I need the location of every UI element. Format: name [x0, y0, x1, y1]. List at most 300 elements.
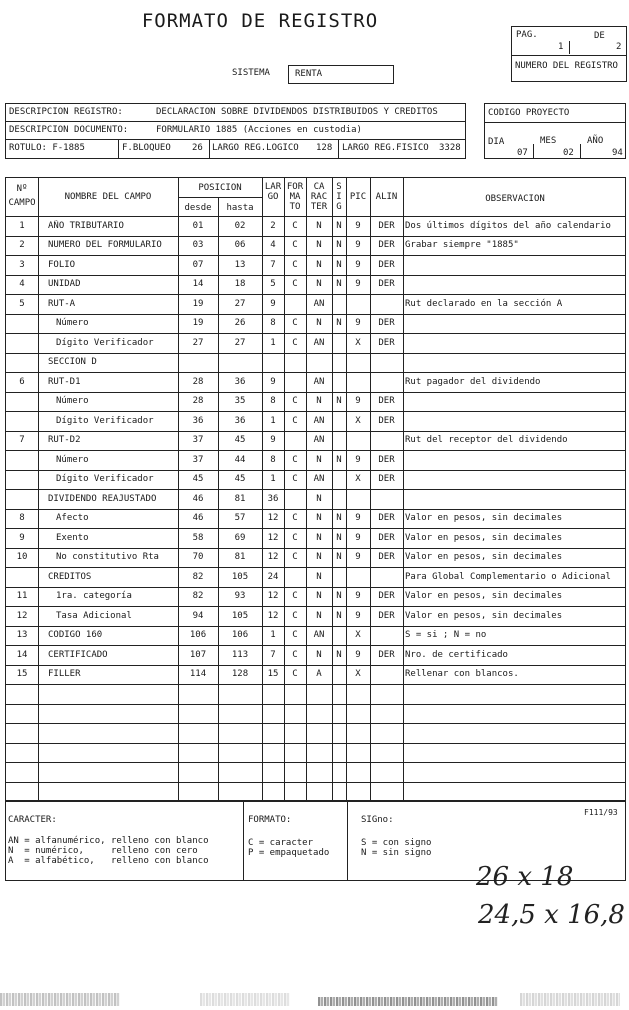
grid-row-line — [6, 294, 625, 295]
cell-pic: 9 — [355, 532, 361, 543]
cell-nombre: Número — [56, 318, 89, 328]
grid-row-line — [6, 723, 625, 724]
cell-nombre: FILLER — [48, 669, 81, 679]
cell-signo: N — [336, 513, 342, 523]
cell-pic: 9 — [355, 220, 361, 231]
header-posicion: POSICION — [198, 183, 242, 193]
de-value: 2 — [616, 42, 622, 52]
cell-largo: 8 — [270, 454, 276, 465]
cell-pic: 9 — [355, 454, 361, 465]
cell-desde: 107 — [189, 649, 207, 660]
cell-nombre: AÑO TRIBUTARIO — [48, 220, 124, 231]
cell-pic: 9 — [355, 552, 361, 562]
cell-nombre: CERTIFICADO — [48, 649, 108, 660]
cell-largo: 1 — [270, 415, 276, 426]
header-hasta: hasta — [226, 203, 254, 213]
cell-signo: N — [336, 454, 342, 465]
cell-hasta: 113 — [231, 649, 249, 660]
documento-value: FORMULARIO 1885 (Acciones en custodia) — [156, 125, 362, 135]
formato-title: FORMATO: — [248, 815, 292, 825]
handwritten-note-2: 24,5 x 16,8 — [478, 900, 625, 930]
grid-row-line — [6, 236, 625, 237]
cell-no: 5 — [19, 298, 25, 309]
signo-line-1: S = con signo — [361, 838, 432, 848]
cell-largo: 36 — [267, 493, 279, 504]
cell-caracter: AN — [313, 376, 325, 387]
cell-formato: C — [292, 318, 298, 328]
cell-no: 15 — [16, 669, 28, 679]
cell-caracter: N — [316, 552, 322, 562]
grid-row-line — [6, 704, 625, 705]
cell-signo: N — [336, 591, 342, 601]
sistema-label: SISTEMA — [232, 68, 270, 78]
cell-obs: Para Global Complementario o Adicional — [405, 571, 611, 582]
fisico-label: LARGO REG.FISICO — [342, 143, 429, 153]
cell-hasta: 57 — [234, 513, 246, 523]
numero-registro-label: NUMERO DEL REGISTRO — [515, 61, 618, 71]
cell-hasta: 36 — [234, 376, 246, 387]
rotulo-row — [6, 140, 465, 158]
cell-caracter: N — [316, 513, 322, 523]
cell-nombre: RUT-D1 — [48, 376, 81, 387]
cell-nombre: Exento — [56, 532, 89, 543]
cell-caracter: AN — [313, 474, 325, 484]
documento-label: DESCRIPCION DOCUMENTO: — [9, 125, 129, 135]
cell-pic: X — [355, 630, 361, 640]
cell-no: 4 — [19, 279, 25, 289]
cell-alin: DER — [378, 220, 395, 231]
cell-alin: DER — [378, 415, 395, 426]
cell-caracter: N — [316, 493, 322, 504]
cell-pic: X — [355, 669, 361, 679]
grid-row-line — [6, 392, 625, 393]
cell-no: 10 — [16, 552, 28, 562]
cell-pic: X — [355, 474, 361, 484]
cell-desde: 106 — [189, 630, 207, 640]
grid-row-line — [6, 450, 625, 451]
cell-obs: Rut del receptor del dividendo — [405, 435, 568, 445]
cell-signo: N — [336, 610, 342, 621]
cell-desde: 70 — [192, 552, 204, 562]
header-observacion: OBSERVACION — [485, 194, 545, 204]
form-code: F111/93 — [584, 808, 618, 817]
caracter-title: CARACTER: — [8, 815, 57, 825]
cell-pic: 9 — [355, 610, 361, 621]
grid-row-line — [6, 255, 625, 256]
cell-formato: C — [292, 591, 298, 601]
cell-caracter: N — [316, 279, 322, 289]
cell-caracter: N — [316, 610, 322, 621]
cell-nombre: Dígito Verificador — [56, 337, 154, 348]
cell-nombre: RUT-D2 — [48, 435, 81, 445]
logico-value: 128 — [316, 143, 333, 153]
cell-hasta: 128 — [231, 669, 249, 679]
grid-row-line — [6, 314, 625, 315]
formato-line-1: C = caracter — [248, 838, 314, 848]
cell-formato: C — [292, 669, 298, 679]
logico-label: LARGO REG.LOGICO — [212, 143, 299, 153]
cell-obs: Valor en pesos, sin decimales — [405, 591, 563, 601]
header-formato: FOR MA TO — [286, 182, 304, 212]
cell-no: 12 — [16, 610, 28, 621]
cell-hasta: 13 — [234, 259, 246, 270]
cell-nombre: Afecto — [56, 513, 89, 523]
cell-pic: X — [355, 415, 361, 426]
cell-nombre: SECCION D — [48, 357, 97, 367]
grid-row-line — [6, 684, 625, 685]
cell-alin: DER — [378, 240, 395, 250]
cell-signo: N — [336, 552, 342, 562]
cell-no: 11 — [16, 591, 28, 601]
cell-desde: 36 — [192, 415, 204, 426]
cell-signo: N — [336, 220, 342, 231]
cell-alin: DER — [378, 259, 395, 270]
cell-no: 13 — [16, 630, 28, 640]
cell-no: 1 — [19, 220, 25, 231]
cell-nombre: Dígito Verificador — [56, 415, 154, 426]
dia-label: DIA — [488, 137, 505, 147]
grid-row-line — [6, 489, 625, 490]
cell-formato: C — [292, 259, 298, 270]
cell-obs: S = si ; N = no — [405, 630, 487, 640]
grid-row-line — [6, 626, 625, 627]
cell-nombre: Número — [56, 454, 89, 465]
cell-nombre: CODIGO 160 — [48, 630, 103, 640]
registro-label: DESCRIPCION REGISTRO: — [9, 107, 123, 117]
cell-hasta: 06 — [234, 240, 246, 250]
grid-row-line — [6, 782, 625, 783]
bloqueo-value: 26 — [192, 143, 203, 153]
cell-formato: C — [292, 454, 298, 465]
cell-nombre: UNIDAD — [48, 279, 81, 289]
cell-alin: DER — [378, 318, 395, 328]
cell-hasta: 35 — [234, 396, 246, 406]
cell-formato: C — [292, 220, 298, 231]
cell-pic: 9 — [355, 396, 361, 406]
de-label: DE — [594, 31, 605, 41]
cell-pic: 9 — [355, 240, 361, 250]
cell-largo: 12 — [267, 591, 279, 601]
header-alin: ALIN — [375, 192, 398, 202]
ano-value: 94 — [612, 148, 623, 158]
cell-desde: 27 — [192, 337, 204, 348]
cell-no: 9 — [19, 532, 25, 543]
cell-obs: Nro. de certificado — [405, 649, 508, 660]
cell-obs: Valor en pesos, sin decimales — [405, 552, 563, 562]
scan-noise — [200, 993, 290, 1006]
cell-caracter: N — [316, 649, 322, 660]
sistema-value: RENTA — [295, 69, 323, 79]
cell-hasta: 69 — [234, 532, 246, 543]
cell-signo: N — [336, 240, 342, 250]
mes-label: MES — [540, 136, 557, 146]
cell-largo: 1 — [270, 337, 276, 348]
cell-desde: 19 — [192, 318, 204, 328]
sistema-field — [288, 65, 394, 84]
cell-nombre: FOLIO — [48, 259, 76, 270]
cell-no: 6 — [19, 376, 25, 387]
cell-signo: N — [336, 532, 342, 543]
caracter-line-2: N = numérico, relleno con cero — [8, 846, 198, 856]
cell-desde: 58 — [192, 532, 204, 543]
cell-formato: C — [292, 396, 298, 406]
grid-row-line — [6, 216, 625, 217]
cell-alin: DER — [378, 474, 395, 484]
cell-formato: C — [292, 513, 298, 523]
cell-desde: 28 — [192, 376, 204, 387]
description-block — [5, 103, 466, 159]
cell-no: 2 — [19, 240, 25, 250]
grid-row-line — [6, 548, 625, 549]
cell-largo: 12 — [267, 552, 279, 562]
cell-alin: DER — [378, 649, 395, 660]
cell-obs: Valor en pesos, sin decimales — [405, 610, 563, 621]
grid-row-line — [6, 645, 625, 646]
registro-value: DECLARACION SOBRE DIVIDENDOS DISTRIBUIDOS Y CREDITOS — [156, 107, 438, 117]
cell-largo: 2 — [270, 220, 276, 231]
cell-caracter: N — [316, 240, 322, 250]
cell-alin: DER — [378, 279, 395, 289]
cell-pic: 9 — [355, 591, 361, 601]
cell-nombre: Número — [56, 396, 89, 406]
signo-title: SIGno: — [361, 815, 394, 825]
cell-desde: 28 — [192, 396, 204, 406]
cell-desde: 37 — [192, 454, 204, 465]
rotulo: ROTULO: F-1885 — [9, 143, 85, 153]
cell-hasta: 36 — [234, 415, 246, 426]
cell-formato: C — [292, 610, 298, 621]
cell-largo: 12 — [267, 610, 279, 621]
cell-nombre: 1ra. categoría — [56, 591, 132, 601]
caracter-line-1: AN = alfanumérico, relleno con blanco — [8, 836, 209, 846]
cell-formato: C — [292, 474, 298, 484]
cell-signo: N — [336, 318, 342, 328]
cell-desde: 46 — [192, 513, 204, 523]
header-desde: desde — [184, 203, 212, 213]
descripcion-documento-row — [6, 122, 465, 140]
grid-row-line — [6, 665, 625, 666]
cell-largo: 9 — [270, 298, 276, 309]
cell-caracter: N — [316, 259, 322, 270]
cell-nombre: Tasa Adicional — [56, 610, 132, 621]
cell-no: 3 — [19, 259, 25, 270]
cell-caracter: A — [316, 669, 322, 679]
cell-alin: DER — [378, 532, 395, 543]
cell-nombre: DIVIDENDO REAJUSTADO — [48, 493, 157, 504]
cell-largo: 1 — [270, 630, 276, 640]
cell-signo: N — [336, 279, 342, 289]
cell-signo: N — [336, 396, 342, 406]
cell-nombre: RUT-A — [48, 298, 76, 309]
cell-largo: 24 — [267, 571, 279, 582]
cell-obs: Rut declarado en la sección A — [405, 298, 563, 309]
cell-pic: 9 — [355, 279, 361, 289]
cell-desde: 37 — [192, 435, 204, 445]
cell-caracter: N — [316, 571, 322, 582]
cell-desde: 01 — [192, 220, 204, 231]
grid-row-line — [6, 411, 625, 412]
grid-row-line — [6, 353, 625, 354]
cell-alin: DER — [378, 552, 395, 562]
cell-caracter: N — [316, 454, 322, 465]
handwritten-note-1: 26 x 18 — [476, 862, 574, 892]
scan-noise — [520, 993, 620, 1006]
grid-row-line — [6, 372, 625, 373]
cell-largo: 8 — [270, 396, 276, 406]
cell-hasta: 105 — [231, 571, 249, 582]
grid-row-line — [6, 762, 625, 763]
mes-value: 02 — [563, 148, 574, 158]
cell-largo: 7 — [270, 259, 276, 270]
cell-nombre: No constitutivo Rta — [56, 552, 159, 562]
cell-largo: 5 — [270, 279, 276, 289]
signo-line-2: N = sin signo — [361, 848, 432, 858]
cell-alin: DER — [378, 610, 395, 621]
grid-row-line — [6, 606, 625, 607]
cell-hasta: 45 — [234, 435, 246, 445]
codigo-proyecto-label: CODIGO PROYECTO — [488, 108, 570, 118]
cell-hasta: 18 — [234, 279, 246, 289]
cell-hasta: 26 — [234, 318, 246, 328]
cell-desde: 82 — [192, 571, 204, 582]
cell-largo: 12 — [267, 513, 279, 523]
header-largo: LAR GO — [264, 182, 282, 202]
cell-hasta: 27 — [234, 298, 246, 309]
cell-largo: 8 — [270, 318, 276, 328]
cell-largo: 9 — [270, 376, 276, 387]
cell-desde: 45 — [192, 474, 204, 484]
cell-formato: C — [292, 240, 298, 250]
cell-hasta: 27 — [234, 337, 246, 348]
cell-no: 7 — [19, 435, 25, 445]
cell-pic: 9 — [355, 318, 361, 328]
cell-largo: 12 — [267, 532, 279, 543]
cell-no: 8 — [19, 513, 25, 523]
grid-row-line — [6, 567, 625, 568]
cell-nombre: Dígito Verificador — [56, 474, 154, 484]
cell-largo: 4 — [270, 240, 276, 250]
scan-noise — [0, 993, 120, 1006]
cell-obs: Dos últimos dígitos del año calendario — [405, 220, 611, 231]
pag-value: 1 — [558, 42, 564, 52]
cell-formato: C — [292, 649, 298, 660]
cell-pic: 9 — [355, 649, 361, 660]
cell-alin: DER — [378, 454, 395, 465]
cell-desde: 03 — [192, 240, 204, 250]
cell-signo: N — [336, 259, 342, 270]
cell-nombre: CREDITOS — [48, 571, 92, 582]
codigo-proyecto-box — [484, 103, 626, 159]
cell-desde: 19 — [192, 298, 204, 309]
grid-row-line — [6, 587, 625, 588]
cell-largo: 7 — [270, 649, 276, 660]
fisico-value: 3328 — [439, 143, 461, 153]
cell-caracter: AN — [313, 630, 325, 640]
grid-row-line — [6, 528, 625, 529]
bloqueo-label: F.BLOQUEO — [122, 143, 171, 153]
header-campo-no: Nº CAMPO — [8, 184, 36, 208]
cell-signo: N — [336, 649, 342, 660]
grid-row-line — [6, 509, 625, 510]
cell-desde: 14 — [192, 279, 204, 289]
cell-caracter: AN — [313, 415, 325, 426]
cell-obs: Rut pagador del dividendo — [405, 376, 541, 387]
header-nombre: NOMBRE DEL CAMPO — [64, 192, 152, 202]
cell-hasta: 105 — [231, 610, 249, 621]
cell-caracter: N — [316, 396, 322, 406]
cell-caracter: AN — [313, 435, 325, 445]
cell-pic: 9 — [355, 513, 361, 523]
cell-desde: 94 — [192, 610, 204, 621]
pag-divider — [569, 41, 570, 54]
cell-formato: C — [292, 337, 298, 348]
cell-formato: C — [292, 532, 298, 543]
cell-largo: 1 — [270, 474, 276, 484]
descripcion-registro-row — [6, 104, 465, 122]
cell-caracter: N — [316, 220, 322, 231]
dia-value: 07 — [517, 148, 528, 158]
cell-formato: C — [292, 552, 298, 562]
grid-row-line — [6, 743, 625, 744]
grid-row-line — [6, 470, 625, 471]
cell-obs: Valor en pesos, sin decimales — [405, 513, 563, 523]
page-title: FORMATO DE REGISTRO — [141, 10, 379, 32]
grid-row-line — [6, 275, 625, 276]
cell-formato: C — [292, 630, 298, 640]
cell-obs: Rellenar con blancos. — [405, 669, 519, 679]
header-caracter: CA RAC TER — [310, 182, 328, 212]
grid-row-line — [6, 333, 625, 334]
page-number-box — [511, 26, 627, 82]
ano-label: AÑO — [587, 136, 604, 146]
cell-hasta: 81 — [234, 493, 246, 504]
cell-desde: 46 — [192, 493, 204, 504]
cell-alin: DER — [378, 396, 395, 406]
cell-alin: DER — [378, 337, 395, 348]
cell-largo: 9 — [270, 435, 276, 445]
cell-desde: 07 — [192, 259, 204, 270]
cell-obs: Grabar siempre "1885" — [405, 240, 519, 250]
cell-largo: 15 — [267, 669, 279, 679]
header-pic: PIC — [349, 192, 367, 202]
cell-caracter: N — [316, 591, 322, 601]
cell-obs: Valor en pesos, sin decimales — [405, 532, 563, 543]
cell-desde: 114 — [189, 669, 207, 679]
cell-alin: DER — [378, 513, 395, 523]
cell-pic: X — [355, 337, 361, 348]
caracter-line-3: A = alfabético, relleno con blanco — [8, 856, 209, 866]
field-table — [5, 177, 626, 801]
cell-pic: 9 — [355, 259, 361, 270]
cell-hasta: 45 — [234, 474, 246, 484]
cell-no: 14 — [16, 649, 28, 660]
cell-hasta: 81 — [234, 552, 246, 562]
grid-row-line — [6, 431, 625, 432]
cell-hasta: 44 — [234, 454, 246, 465]
header-signo: S I G — [336, 182, 342, 212]
cell-alin: DER — [378, 591, 395, 601]
cell-desde: 82 — [192, 591, 204, 601]
scan-noise — [318, 997, 498, 1006]
cell-hasta: 93 — [234, 591, 246, 601]
cell-caracter: AN — [313, 337, 325, 348]
grid-column-line — [218, 197, 219, 800]
cell-caracter: N — [316, 532, 322, 543]
cell-nombre: NUMERO DEL FORMULARIO — [48, 240, 162, 250]
cell-hasta: 02 — [234, 220, 246, 231]
cell-caracter: N — [316, 318, 322, 328]
cell-formato: C — [292, 279, 298, 289]
